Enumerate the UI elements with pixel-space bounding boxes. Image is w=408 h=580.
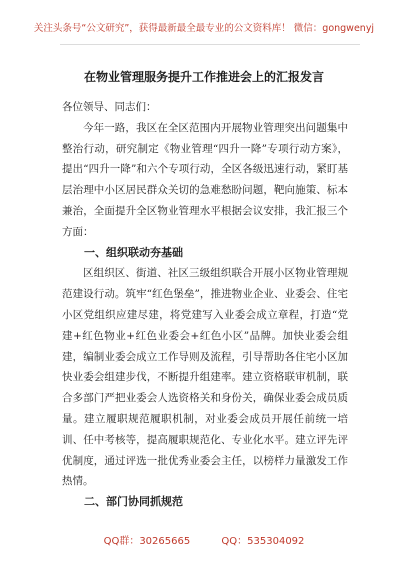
document-body xyxy=(62,97,348,513)
salutation: 各位领导、同志们： xyxy=(62,101,157,113)
header-divider xyxy=(60,44,360,45)
qq-group-number: QQ群：30265665 xyxy=(103,536,191,547)
qq-number: QQ：535304092 xyxy=(221,536,305,547)
section-body-1: 区组织区、街道、社区三级组织联合开展小区物业管理规范建设行动。筑牢“红色堡垒”，推进物业企业、业委会、住宅小区党组织应建尽建，将党建写入业委会成立章程，打造“党建+红色物业+红色业委会+红色小区”品牌。加快业委会组建，编制业委会成立工作导则及流程，引导帮助各住宅小区加快业委会组建步伐，不断提升组建率。建立资格联审机制，联合多部门严把业委会人选资格关和身份关，确保业委会成员质量。建立履职规范履职机制，对业委会成员开展任前统一培训、任中考核等，提高履职规范化、专业化水平。建立评先评优制度，通过评选一批优秀业委会主任，以榜样力量激发工作热情。 xyxy=(62,267,348,488)
section-heading-1: 一、组织联动夯基础 xyxy=(84,245,183,259)
header-note: 关注头条号“公文研究”，获得最新最全最专业的公文资料库！ 微信：gongwenyj xyxy=(33,23,375,34)
document-title: 在物业管理服务提升工作推进会上的汇报发言 xyxy=(83,70,324,84)
section-heading-2: 二、部门协同抓规范 xyxy=(84,495,183,509)
intro-paragraph: 今年一路，我区在全区范围内开展物业管理突出问题集中整治行动，研究制定《物业管理“四升一降”专项行动方案》，提出“四升一降”和六个专项行动，全区各级迅速行动，紧盯基层治理中小区居民群众关切的急难愁盼问题，靶向施策、标本兼治，全面提升全区物业管理水平根据会议安排，我汇报三个方面： xyxy=(62,121,348,238)
footer-note xyxy=(0,532,408,547)
